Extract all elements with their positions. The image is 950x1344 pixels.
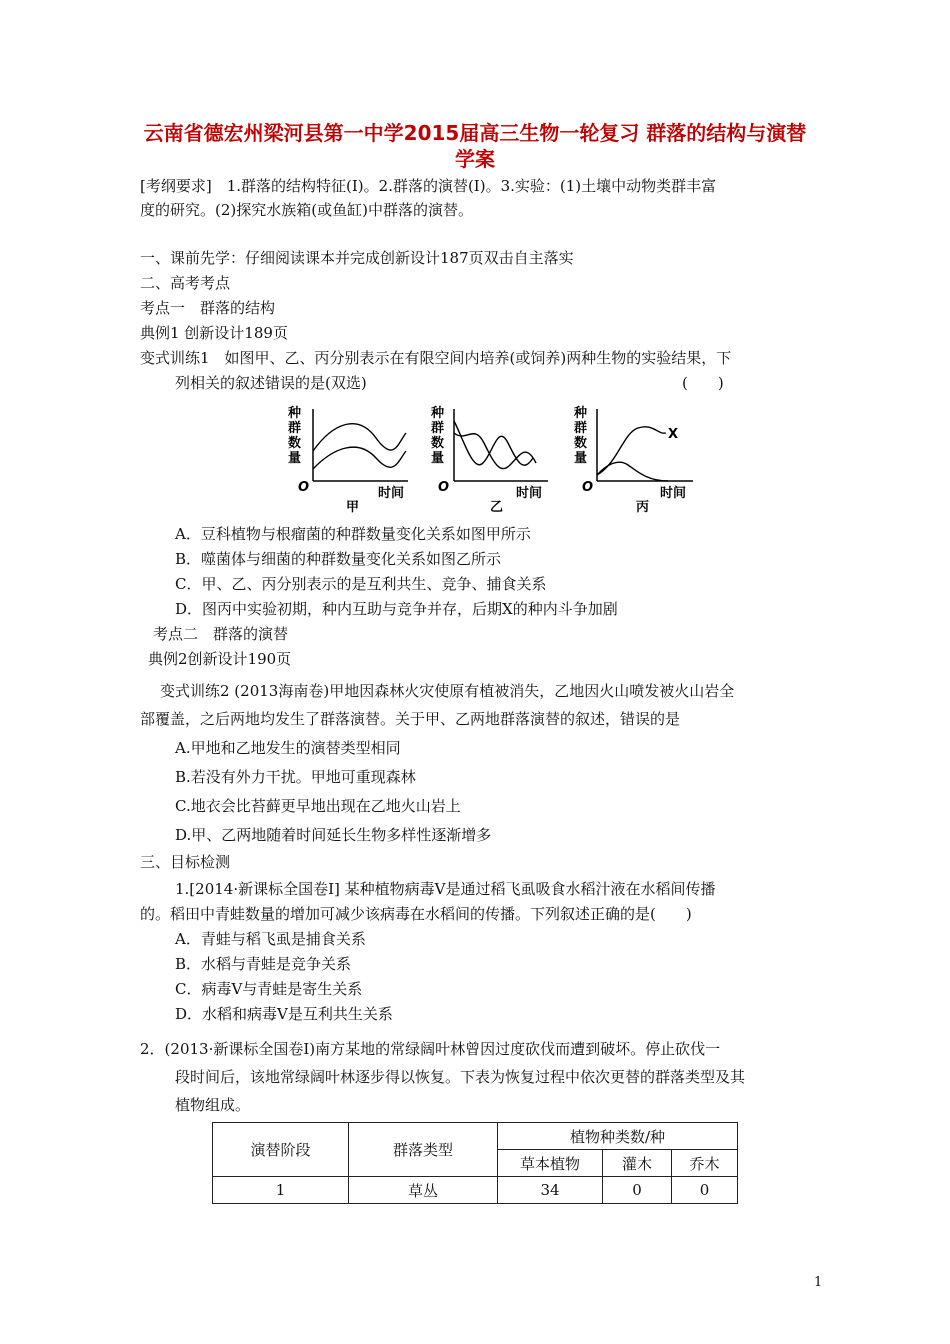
table-header-herb: 草本植物 (498, 1150, 603, 1177)
example-1: 典例1 创新设计189页 (140, 324, 288, 342)
graph-bing-ylabel-2: 群 (574, 421, 588, 436)
graph-yi-caption: 乙 (490, 500, 504, 515)
table-cell-stage: 1 (213, 1177, 349, 1204)
q1-line-2: 的。稻田中青蛙数量的增加可减少该病毒在水稻间的传播。下列叙述正确的是( ) (140, 905, 692, 923)
graph-jia-ylabel-3: 数 (288, 436, 302, 451)
page-number: 1 (814, 1275, 823, 1290)
variant-2-option-d: D.甲、乙两地随着时间延长生物多样性逐渐增多 (175, 826, 492, 844)
q1-option-d: D．水稻和病毒V是互利共生关系 (175, 1005, 393, 1023)
table-header-tree: 乔木 (672, 1150, 738, 1177)
requirements-line-1: [考纲要求] 1.群落的结构特征(Ⅰ)。2.群落的演替(Ⅰ)。3.实验：(1)土壤中动物类群丰富 (140, 177, 717, 195)
graph-jia-curve-1 (313, 424, 406, 451)
graph-yi (430, 405, 548, 515)
variant-1-option-a: A．豆科植物与根瘤菌的种群数量变化关系如图甲所示 (175, 525, 531, 543)
table-header-shrub: 灌木 (603, 1150, 672, 1177)
graph-yi-ylabel-3: 数 (431, 436, 445, 451)
q2-line-3: 植物组成。 (175, 1096, 251, 1114)
graph-yi-xlabel: 时间 (516, 486, 543, 501)
variant-1-line-2: 列相关的叙述错误的是(双选) (175, 374, 367, 392)
table-header-type: 群落类型 (349, 1123, 498, 1177)
requirements-line-2: 度的研究。(2)探究水族箱(或鱼缸)中群落的演替。 (140, 201, 473, 219)
section-2-heading: 二、高考考点 (140, 274, 231, 292)
variant-2-option-c: C.地衣会比苔藓更早地出现在乙地火山岩上 (175, 797, 461, 815)
variant-2-line-1: 变式训练2 (2013海南卷)甲地因森林火灾使原有植被消失，乙地因火山喷发被火山岩全 (160, 682, 735, 700)
page-title: 云南省德宏州梁河县第一中学2015届高三生物一轮复习 群落的结构与演替学案 (143, 121, 807, 171)
q1-option-c: C．病毒V与青蛙是寄生关系 (175, 980, 363, 998)
q1-option-b: B．水稻与青蛙是竞争关系 (175, 955, 352, 973)
variant-2-line-2: 部覆盖，之后两地均发生了群落演替。关于甲、乙两地群落演替的叙述，错误的是 (140, 710, 681, 728)
variant-1-option-b: B．噬菌体与细菌的种群数量变化关系如图乙所示 (175, 550, 502, 568)
graph-bing-curve-2 (597, 462, 668, 481)
graph-jia-ylabel-4: 量 (288, 451, 302, 466)
q1-line-1: 1.[2014·新课标全国卷Ⅰ] 某种植物病毒V是通过稻飞虱吸食水稻汁液在水稻间传播 (175, 880, 716, 898)
graph-jia-caption: 甲 (346, 500, 360, 515)
graph-jia-origin: O (298, 480, 310, 495)
graph-jia-ylabel-2: 群 (288, 421, 302, 436)
answer-paren: ( ) (682, 374, 724, 392)
variant-2-option-a: A.甲地和乙地发生的演替类型相同 (175, 739, 401, 757)
graph-bing-caption: 丙 (636, 500, 650, 515)
graph-jia (288, 405, 408, 515)
variant-1-option-d: D．图丙中实验初期，种内互助与竞争并存，后期X的种内斗争加剧 (175, 600, 618, 618)
section-1-heading: 一、课前先学：仔细阅读课本并完成创新设计187页双击自主落实 (140, 249, 574, 267)
graph-jia-ylabel-1: 种 (288, 406, 302, 421)
graph-yi-ylabel-4: 量 (431, 451, 445, 466)
graph-yi-curve-1 (454, 421, 533, 465)
variant-2-option-b: B.若没有外力干扰。甲地可重现森林 (175, 768, 416, 786)
table-cell-shrub: 0 (603, 1177, 672, 1204)
point-1-heading: 考点一 群落的结构 (140, 299, 276, 317)
succession-table (212, 1122, 738, 1204)
graph-bing-ylabel-1: 种 (574, 406, 588, 421)
graph-bing-ylabel-4: 量 (574, 451, 588, 466)
graph-bing-ylabel-3: 数 (574, 436, 588, 451)
example-2: 典例2创新设计190页 (148, 650, 292, 668)
table-cell-type: 草丛 (349, 1177, 498, 1204)
population-graphs (288, 403, 708, 521)
table-cell-tree: 0 (672, 1177, 738, 1204)
graph-bing-xlabel: 时间 (660, 486, 687, 501)
point-2-heading: 考点二 群落的演替 (153, 625, 289, 643)
graph-yi-ylabel-2: 群 (431, 421, 445, 436)
table-header-species: 植物种类数/种 (498, 1123, 738, 1150)
graph-bing (573, 405, 693, 515)
variant-1-line-1: 变式训练1 如图甲、乙、丙分别表示在有限空间内培养(或饲养)两种生物的实验结果，下 (140, 349, 732, 367)
variant-1-option-c: C．甲、乙、丙分别表示的是互利共生、竞争、捕食关系 (175, 575, 547, 593)
table-header-stage: 演替阶段 (213, 1123, 349, 1177)
q2-line-1: 2．(2013·新课标全国卷Ⅰ)南方某地的常绿阔叶林曾因过度砍伐而遭到破坏。停止砍伐一 (140, 1040, 721, 1058)
table-row (213, 1177, 738, 1204)
q2-line-2: 段时间后，该地常绿阔叶林逐步得以恢复。下表为恢复过程中依次更替的群落类型及其 (175, 1068, 746, 1086)
section-3-heading: 三、目标检测 (140, 853, 231, 871)
table-cell-herb: 34 (498, 1177, 603, 1204)
graph-bing-series-label: X (668, 427, 679, 442)
graph-yi-origin: O (438, 480, 450, 495)
graph-bing-origin: O (582, 480, 594, 495)
q1-option-a: A．青蛙与稻飞虱是捕食关系 (175, 930, 366, 948)
graph-yi-ylabel-1: 种 (431, 406, 445, 421)
graph-jia-xlabel: 时间 (378, 486, 405, 501)
graph-yi-curve-2 (454, 433, 536, 469)
